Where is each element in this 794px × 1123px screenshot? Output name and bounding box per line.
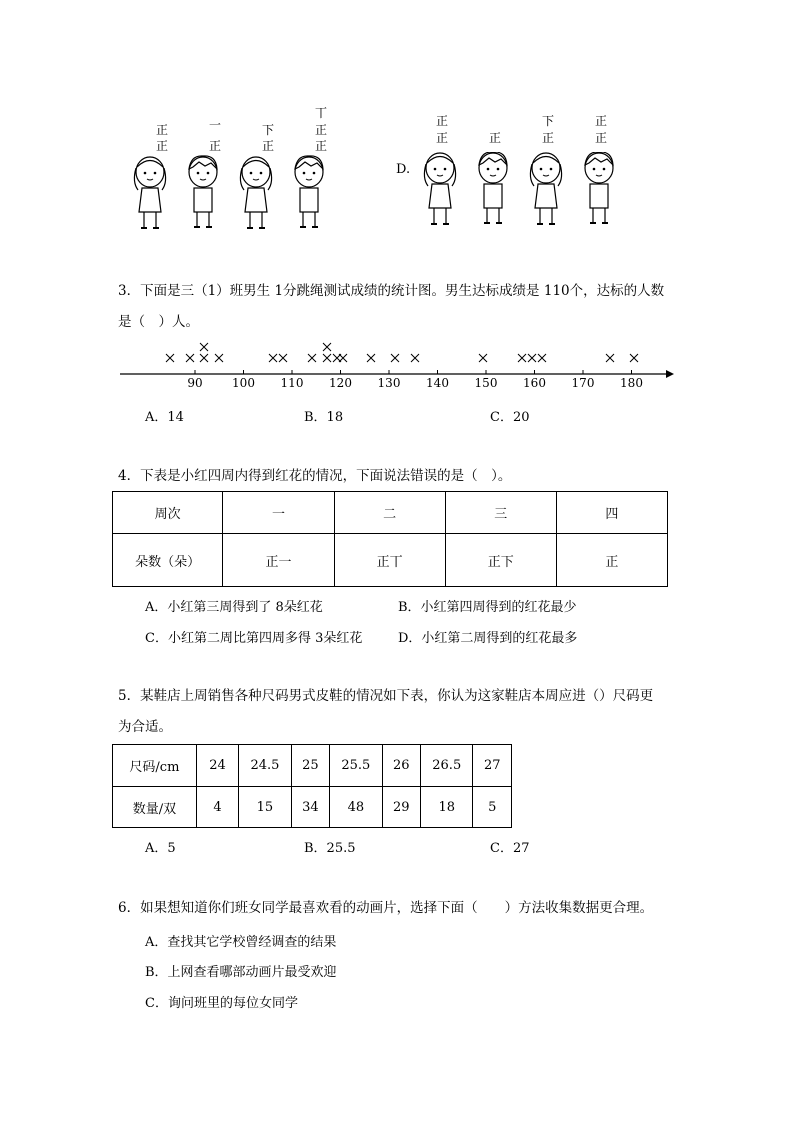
q5-option-a[interactable]: A．5 [145, 841, 176, 856]
tick-label: 180 [620, 376, 643, 390]
tick-label: 130 [377, 376, 401, 390]
x-mark [200, 343, 208, 351]
q6-option-a[interactable]: A．查找其它学校曾经调查的结果 [145, 935, 337, 950]
x-mark [367, 354, 375, 362]
table-cell: 25.5 [330, 745, 382, 787]
tally-mark: 正 [314, 123, 327, 137]
table-header: 一 [223, 492, 334, 534]
q3-option-a[interactable]: A．14 [145, 410, 184, 425]
children-illustration [130, 152, 630, 234]
x-mark [166, 354, 174, 362]
x-mark [279, 354, 287, 362]
q4-option-b[interactable]: B．小红第四周得到的红花最少 [398, 600, 577, 615]
table-cell: 正 [556, 534, 667, 587]
tally-mark: 正 [435, 131, 448, 145]
tally-mark: 下 [541, 114, 554, 128]
x-mark [606, 354, 614, 362]
q6-option-c[interactable]: C．询问班里的每位女同学 [145, 996, 298, 1011]
tick-label: 160 [523, 376, 546, 390]
table-cell: 26.5 [421, 745, 473, 787]
shoe-size-table [112, 744, 512, 828]
x-mark [215, 354, 223, 362]
tally-mark: 正 [541, 131, 554, 145]
axis-arrow [666, 370, 674, 378]
x-mark [269, 354, 277, 362]
tick-label: 140 [426, 376, 449, 390]
x-mark [479, 354, 487, 362]
table-cell: 正丅 [334, 534, 445, 587]
question-3-text: 3．下面是三（1）班男生 1分跳绳测试成绩的统计图。男生达标成绩是 110个，达标的人数 [118, 283, 665, 299]
tally-mark: 正 [314, 139, 327, 153]
tally-mark: 正 [594, 131, 607, 145]
x-mark [411, 354, 419, 362]
tally-mark: 正 [488, 131, 501, 145]
table-cell: 26 [382, 745, 420, 787]
tally-mark: 正 [155, 123, 168, 137]
q3-option-c[interactable]: C．20 [490, 410, 530, 425]
tick-label: 90 [187, 376, 203, 390]
x-mark [308, 354, 316, 362]
q5-option-c[interactable]: C．27 [490, 841, 530, 856]
tally-mark: 下 [261, 123, 274, 137]
table-cell: 48 [330, 787, 382, 828]
question-5-text-cont: 为合适。 [118, 719, 172, 735]
tick-label: 110 [280, 376, 304, 390]
question-5-text: 5．某鞋店上周销售各种尺码男式皮鞋的情况如下表，你认为这家鞋店本周应进（）尺码更 [118, 688, 654, 704]
row-label: 朵数（朵） [113, 534, 223, 587]
dot-plot [118, 336, 678, 392]
table-header: 二 [334, 492, 445, 534]
tick-label: 170 [571, 376, 595, 390]
table-header: 尺码/cm [113, 745, 197, 787]
tally-mark: 正 [594, 114, 607, 128]
x-mark [323, 343, 331, 351]
question-4-text: 4．下表是小红四周内得到红花的情况，下面说法错误的是（ ）。 [118, 468, 512, 484]
table-cell: 27 [473, 745, 512, 787]
tally-mark: 一 [208, 118, 221, 132]
option-d-label: D. [396, 162, 411, 177]
q6-option-b[interactable]: B．上网查看哪部动画片最受欢迎 [145, 965, 337, 980]
q4-option-d[interactable]: D．小红第二周得到的红花最多 [398, 631, 578, 646]
table-cell: 15 [239, 787, 291, 828]
x-mark [391, 354, 399, 362]
q4-option-a[interactable]: A．小红第三周得到了 8朵红花 [145, 600, 323, 615]
tally-mark: 正 [208, 139, 221, 153]
x-mark [200, 354, 208, 362]
q3-option-b[interactable]: B．18 [304, 410, 344, 425]
table-cell: 18 [421, 787, 473, 828]
x-mark [630, 354, 638, 362]
x-mark [538, 354, 546, 362]
table-cell: 34 [291, 787, 329, 828]
table-header: 周次 [113, 492, 223, 534]
tick-label: 150 [474, 376, 498, 390]
table-header: 三 [445, 492, 556, 534]
tick-label: 120 [329, 376, 352, 390]
table-cell: 正下 [445, 534, 556, 587]
x-mark [518, 354, 526, 362]
table-header: 数量/双 [113, 787, 197, 828]
x-mark [528, 354, 536, 362]
q4-option-c[interactable]: C．小红第二周比第四周多得 3朵红花 [145, 631, 363, 646]
question-3-text-cont: 是（ ）人。 [118, 314, 199, 330]
x-mark [323, 354, 331, 362]
red-flower-table [112, 491, 668, 587]
x-mark [186, 354, 194, 362]
table-cell: 4 [196, 787, 238, 828]
table-cell: 5 [473, 787, 512, 828]
tally-mark: 正 [261, 139, 274, 153]
tally-mark: 正 [155, 139, 168, 153]
tally-mark: 正 [435, 114, 448, 128]
tick-label: 100 [232, 376, 255, 390]
table-cell: 24 [196, 745, 238, 787]
table-header: 四 [556, 492, 667, 534]
tally-mark: 丅 [314, 106, 327, 120]
table-cell: 25 [291, 745, 329, 787]
table-cell: 正一 [223, 534, 334, 587]
table-cell: 29 [382, 787, 420, 828]
table-cell: 24.5 [239, 745, 291, 787]
q5-option-b[interactable]: B．25.5 [304, 841, 356, 856]
question-6-text: 6．如果想知道你们班女同学最喜欢看的动画片，选择下面（ ）方法收集数据更合理。 [118, 900, 654, 916]
x-mark [339, 354, 347, 362]
